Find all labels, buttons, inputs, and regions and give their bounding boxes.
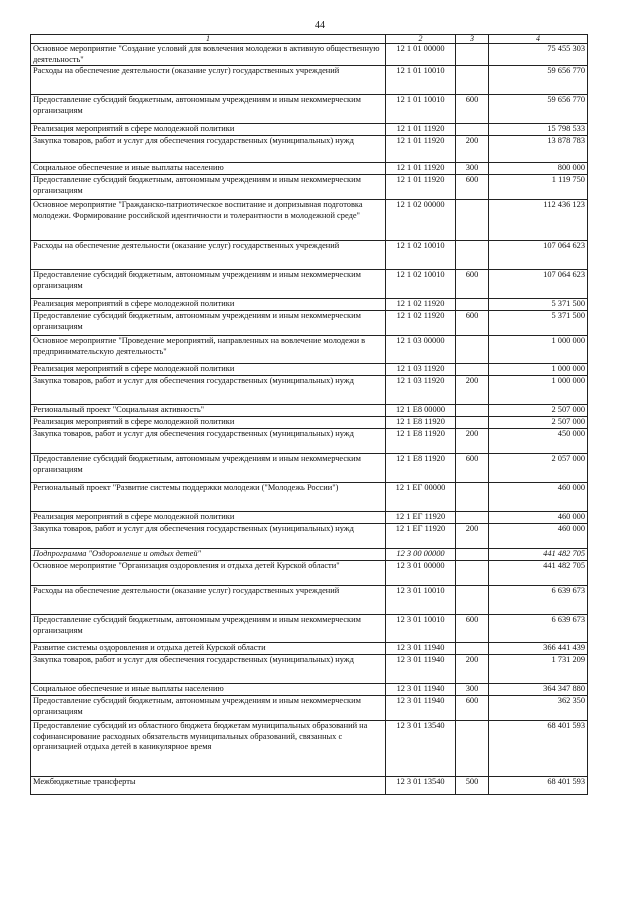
row-name-cell: Социальное обеспечение и иные выплаты населению	[31, 684, 386, 696]
row-vr-cell: 600	[456, 454, 489, 483]
row-code-cell: 12 1 01 10010	[386, 66, 456, 95]
row-name-cell: Межбюджетные трансферты	[31, 777, 386, 795]
row-name-cell: Предоставление субсидий бюджетным, автономным учреждениям и иным некоммерческим организациям	[31, 175, 386, 200]
row-name-cell: Предоставление субсидий бюджетным, автономным учреждениям и иным некоммерческим организациям	[31, 615, 386, 643]
header-col-4: 4	[489, 35, 588, 44]
row-vr-cell: 600	[456, 311, 489, 336]
table-row	[31, 586, 588, 615]
row-code-cell: 12 1 02 10010	[386, 270, 456, 299]
page-number: 44	[315, 20, 325, 31]
table-row	[31, 200, 588, 241]
table-row	[31, 721, 588, 777]
row-code-cell: 12 1 03 11920	[386, 364, 456, 376]
table-row	[31, 417, 588, 429]
table-row	[31, 376, 588, 405]
row-name-cell: Расходы на обеспечение деятельности (оказание услуг) государственных учреждений	[31, 241, 386, 270]
row-vr-cell	[456, 405, 489, 417]
row-amount-cell: 68 401 593	[489, 777, 588, 795]
row-vr-cell: 300	[456, 163, 489, 175]
row-amount-cell: 460 000	[489, 524, 588, 549]
row-amount-cell: 112 436 123	[489, 200, 588, 241]
header-col-2: 2	[386, 35, 456, 44]
row-name-cell: Предоставление субсидий бюджетным, автономным учреждениям и иным некоммерческим организациям	[31, 270, 386, 299]
row-amount-cell: 15 798 533	[489, 124, 588, 136]
row-code-cell: 12 1 01 11920	[386, 124, 456, 136]
row-code-cell: 12 3 01 00000	[386, 561, 456, 586]
row-amount-cell: 1 000 000	[489, 336, 588, 364]
row-name-cell: Социальное обеспечение и иные выплаты населению	[31, 163, 386, 175]
row-amount-cell: 460 000	[489, 512, 588, 524]
row-code-cell: 12 1 ЕГ 11920	[386, 512, 456, 524]
row-name-cell: Реализация мероприятий в сфере молодежной политики	[31, 417, 386, 429]
row-amount-cell: 5 371 500	[489, 311, 588, 336]
table-row	[31, 44, 588, 66]
row-name-cell: Расходы на обеспечение деятельности (оказание услуг) государственных учреждений	[31, 66, 386, 95]
table-row	[31, 163, 588, 175]
table-row	[31, 512, 588, 524]
row-code-cell: 12 3 01 10010	[386, 615, 456, 643]
row-name-cell: Реализация мероприятий в сфере молодежной политики	[31, 512, 386, 524]
row-vr-cell	[456, 66, 489, 95]
header-col-1: 1	[31, 35, 386, 44]
row-name-cell: Основное мероприятие "Организация оздоровления и отдыха детей Курской области"	[31, 561, 386, 586]
header-col-3: 3	[456, 35, 489, 44]
row-amount-cell: 107 064 623	[489, 270, 588, 299]
row-code-cell: 12 3 01 11940	[386, 696, 456, 721]
row-amount-cell: 2 507 000	[489, 405, 588, 417]
row-amount-cell: 1 000 000	[489, 376, 588, 405]
row-vr-cell: 200	[456, 136, 489, 163]
row-code-cell: 12 1 E8 11920	[386, 429, 456, 454]
row-code-cell: 12 3 01 11940	[386, 655, 456, 684]
row-amount-cell: 107 064 623	[489, 241, 588, 270]
row-vr-cell: 500	[456, 777, 489, 795]
table-row	[31, 95, 588, 124]
row-name-cell: Предоставление субсидий бюджетным, автономным учреждениям и иным некоммерческим организациям	[31, 454, 386, 483]
table-row	[31, 655, 588, 684]
row-vr-cell: 300	[456, 684, 489, 696]
table-row	[31, 299, 588, 311]
row-name-cell: Предоставление субсидий бюджетным, автономным учреждениям и иным некоммерческим организациям	[31, 95, 386, 124]
row-code-cell: 12 3 01 13540	[386, 721, 456, 777]
table-row	[31, 66, 588, 95]
row-name-cell: Развитие системы оздоровления и отдыха детей Курской области	[31, 643, 386, 655]
table-row	[31, 696, 588, 721]
row-amount-cell: 2 507 000	[489, 417, 588, 429]
row-code-cell: 12 1 01 11920	[386, 163, 456, 175]
row-name-cell: Реализация мероприятий в сфере молодежной политики	[31, 124, 386, 136]
row-vr-cell: 200	[456, 429, 489, 454]
row-vr-cell	[456, 643, 489, 655]
row-vr-cell	[456, 124, 489, 136]
row-code-cell: 12 1 E8 00000	[386, 405, 456, 417]
table-row	[31, 364, 588, 376]
row-amount-cell: 75 455 303	[489, 44, 588, 66]
row-vr-cell	[456, 561, 489, 586]
table-row	[31, 124, 588, 136]
row-amount-cell: 13 878 783	[489, 136, 588, 163]
row-amount-cell: 460 000	[489, 483, 588, 512]
table-row	[31, 270, 588, 299]
row-name-cell: Закупка товаров, работ и услуг для обеспечения государственных (муниципальных) нужд	[31, 376, 386, 405]
row-name-cell: Подпрограмма "Оздоровление и отдых детей"	[31, 549, 386, 561]
row-vr-cell	[456, 241, 489, 270]
table-row	[31, 175, 588, 200]
row-amount-cell: 68 401 593	[489, 721, 588, 777]
row-vr-cell	[456, 483, 489, 512]
row-code-cell: 12 1 ЕГ 11920	[386, 524, 456, 549]
row-name-cell: Закупка товаров, работ и услуг для обеспечения государственных (муниципальных) нужд	[31, 655, 386, 684]
budget-table	[30, 34, 588, 795]
row-amount-cell: 59 656 770	[489, 66, 588, 95]
row-vr-cell: 600	[456, 270, 489, 299]
row-vr-cell	[456, 586, 489, 615]
row-vr-cell	[456, 299, 489, 311]
row-amount-cell: 2 057 000	[489, 454, 588, 483]
row-vr-cell: 600	[456, 175, 489, 200]
table-row	[31, 643, 588, 655]
row-name-cell: Расходы на обеспечение деятельности (оказание услуг) государственных учреждений	[31, 586, 386, 615]
row-amount-cell: 441 482 705	[489, 549, 588, 561]
row-name-cell: Предоставление субсидий бюджетным, автономным учреждениям и иным некоммерческим организациям	[31, 696, 386, 721]
row-vr-cell	[456, 364, 489, 376]
row-code-cell: 12 1 03 11920	[386, 376, 456, 405]
row-amount-cell: 1 119 750	[489, 175, 588, 200]
table-row	[31, 777, 588, 795]
row-amount-cell: 1 000 000	[489, 364, 588, 376]
row-amount-cell: 362 350	[489, 696, 588, 721]
row-name-cell: Предоставление субсидий из областного бюджета бюджетам муниципальных образований на софинансирование расходных обязательств муниципальных образований, связанных с организацией отдыха детей в каникулярное время	[31, 721, 386, 777]
row-vr-cell: 600	[456, 696, 489, 721]
table-row	[31, 483, 588, 512]
row-code-cell: 12 1 E8 11920	[386, 454, 456, 483]
row-code-cell: 12 3 00 00000	[386, 549, 456, 561]
row-vr-cell	[456, 417, 489, 429]
row-code-cell: 12 3 01 10010	[386, 586, 456, 615]
row-code-cell: 12 1 02 11920	[386, 299, 456, 311]
row-code-cell: 12 1 01 10010	[386, 95, 456, 124]
row-vr-cell	[456, 44, 489, 66]
row-amount-cell: 6 639 673	[489, 615, 588, 643]
row-amount-cell: 800 000	[489, 163, 588, 175]
table-row	[31, 136, 588, 163]
row-code-cell: 12 3 01 11940	[386, 643, 456, 655]
row-name-cell: Реализация мероприятий в сфере молодежной политики	[31, 299, 386, 311]
row-amount-cell: 5 371 500	[489, 299, 588, 311]
row-code-cell: 12 1 01 11920	[386, 175, 456, 200]
row-vr-cell	[456, 336, 489, 364]
table-row	[31, 524, 588, 549]
table-row	[31, 684, 588, 696]
row-name-cell: Закупка товаров, работ и услуг для обеспечения государственных (муниципальных) нужд	[31, 524, 386, 549]
table-row	[31, 241, 588, 270]
row-amount-cell: 59 656 770	[489, 95, 588, 124]
table-row	[31, 549, 588, 561]
table-row	[31, 429, 588, 454]
row-vr-cell: 600	[456, 95, 489, 124]
row-vr-cell	[456, 512, 489, 524]
row-amount-cell: 6 639 673	[489, 586, 588, 615]
row-code-cell: 12 3 01 13540	[386, 777, 456, 795]
row-name-cell: Региональный проект "Развитие системы поддержки молодежи ("Молодежь России")	[31, 483, 386, 512]
table-row	[31, 454, 588, 483]
row-vr-cell: 200	[456, 524, 489, 549]
row-vr-cell	[456, 721, 489, 777]
row-amount-cell: 441 482 705	[489, 561, 588, 586]
row-amount-cell: 450 000	[489, 429, 588, 454]
table-row	[31, 615, 588, 643]
table-row	[31, 561, 588, 586]
row-amount-cell: 1 731 209	[489, 655, 588, 684]
row-amount-cell: 366 441 439	[489, 643, 588, 655]
row-vr-cell: 600	[456, 615, 489, 643]
row-name-cell: Закупка товаров, работ и услуг для обеспечения государственных (муниципальных) нужд	[31, 429, 386, 454]
row-name-cell: Основное мероприятие "Создание условий для вовлечения молодежи в активную общественную деятельность"	[31, 44, 386, 66]
row-name-cell: Закупка товаров, работ и услуг для обеспечения государственных (муниципальных) нужд	[31, 136, 386, 163]
row-vr-cell	[456, 200, 489, 241]
row-code-cell: 12 1 02 11920	[386, 311, 456, 336]
row-code-cell: 12 1 ЕГ 00000	[386, 483, 456, 512]
row-name-cell: Основное мероприятие "Проведение мероприятий, направленных на вовлечение молодежи в предпринимательскую деятельность"	[31, 336, 386, 364]
row-name-cell: Основное мероприятие "Гражданско-патриотическое воспитание и допризывная подготовка молодежи. Формирование российской идентичности и толерантности в молодежной среде"	[31, 200, 386, 241]
table-row	[31, 336, 588, 364]
row-vr-cell	[456, 549, 489, 561]
row-name-cell: Реализация мероприятий в сфере молодежной политики	[31, 364, 386, 376]
table-row	[31, 311, 588, 336]
row-code-cell: 12 1 02 00000	[386, 200, 456, 241]
row-code-cell: 12 1 03 00000	[386, 336, 456, 364]
row-vr-cell: 200	[456, 655, 489, 684]
table-row	[31, 405, 588, 417]
row-code-cell: 12 1 01 00000	[386, 44, 456, 66]
row-code-cell: 12 3 01 11940	[386, 684, 456, 696]
row-code-cell: 12 1 01 11920	[386, 136, 456, 163]
row-name-cell: Предоставление субсидий бюджетным, автономным учреждениям и иным некоммерческим организациям	[31, 311, 386, 336]
table-header-row	[31, 35, 588, 44]
row-amount-cell: 364 347 880	[489, 684, 588, 696]
row-vr-cell: 200	[456, 376, 489, 405]
row-code-cell: 12 1 E8 11920	[386, 417, 456, 429]
row-name-cell: Региональный проект "Социальная активность"	[31, 405, 386, 417]
row-code-cell: 12 1 02 10010	[386, 241, 456, 270]
